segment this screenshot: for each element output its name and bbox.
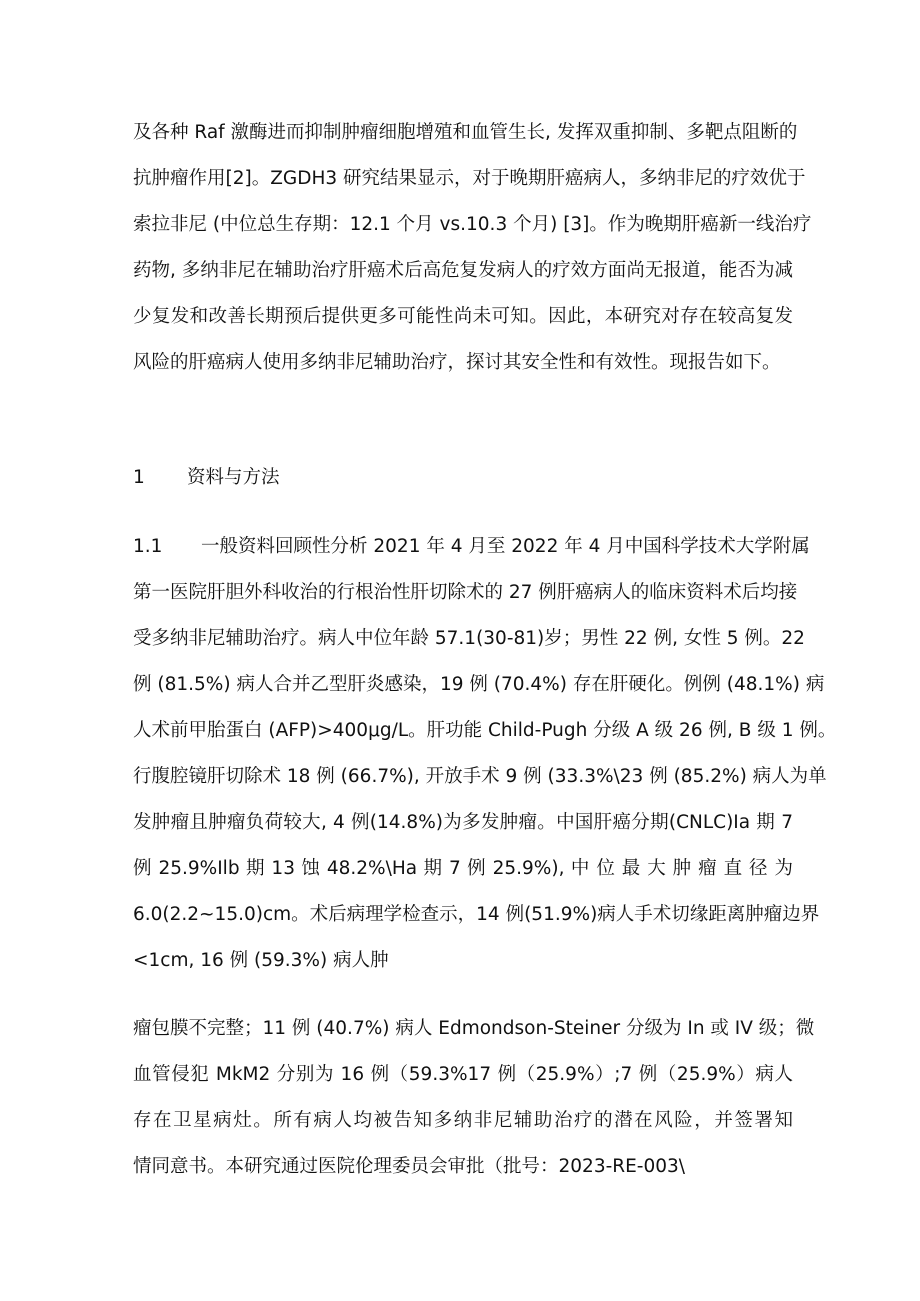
intro-paragraph	[133, 110, 812, 386]
text-line: 瘤包膜不完整；11 例 (40.7%) 病人 Edmondson-Steiner 分级为 In 或 IV 级；微	[133, 1018, 815, 1039]
text-line: 发肿瘤且肿瘤负荷较大, 4 例(14.8%)为多发肿瘤。中国肝癌分期(CNLC)Ia 期 7	[133, 812, 794, 833]
section-title: 资料与方法	[187, 467, 280, 488]
text-line: 例 (81.5%) 病人合并乙型肝炎感染，19 例 (70.4%) 存在肝硬化。例例 (48.1%) 病	[133, 674, 825, 695]
text-line: 情同意书。本研究通过医院伦理委员会审批（批号：2023-RE-003\	[133, 1156, 686, 1177]
text-line: 行腹腔镜肝切除术 18 例 (66.7%), 开放手术 9 例 (33.3%\23 例 (85.2%) 病人为单	[133, 766, 827, 787]
subsection-number: 1.1	[133, 536, 163, 557]
text-line: 药物, 多纳非尼在辅助治疗肝癌术后高危复发病人的疗效方面尚无报道，能否为减	[133, 260, 793, 281]
text-line: 风险的肝癌病人使用多纳非尼辅助治疗，探讨其安全性和有效性。现报告如下。	[133, 352, 781, 373]
text-line: 索拉非尼 (中位总生存期：12.1 个月 vs.10.3 个月) [3]。作为晚期肝癌新一线治疗	[133, 214, 812, 235]
text-line: 存在卫星病灶。所有病人均被告知多纳非尼辅助治疗的潜在风险，并签署知	[133, 1110, 793, 1131]
subsection-first-line	[133, 524, 810, 570]
text-line: 6.0(2.2~15.0)cm。术后病理学检查示，14 例(51.9%)病人手术切缘距离肿瘤边界	[133, 904, 820, 925]
text-line: 人术前甲胎蛋白 (AFP)>400μg/L。肝功能 Child-Pugh 分级 A 级 26 例, B 级 1 例。	[133, 720, 837, 741]
text-line: 血管侵犯 MkM2 分别为 16 例（59.3%17 例（25.9%）;7 例（25.9%）病人	[133, 1064, 793, 1085]
text-line: 例 25.9%Ilb 期 13 蚀 48.2%\Ha 期 7 例 25.9%), 中 位 最 大 肿 瘤 直 径 为	[133, 858, 793, 879]
section-heading	[133, 455, 280, 501]
text-line: 抗肿瘤作用[2]。ZGDH3 研究结果显示，对于晚期肝癌病人，多纳非尼的疗效优于	[133, 168, 806, 189]
text-line: 少复发和改善长期预后提供更多可能性尚未可知。因此，本研究对存在较高复发	[133, 306, 793, 327]
subsection-lead-text: 一般资料回顾性分析 2021 年 4 月至 2022 年 4 月中国科学技术大学附属	[201, 536, 810, 557]
text-line: <1cm, 16 例 (59.3%) 病人肿	[133, 950, 389, 971]
subsection-paragraph	[133, 524, 837, 984]
text-line: 受多纳非尼辅助治疗。病人中位年龄 57.1(30-81)岁；男性 22 例, 女性 5 例。22	[133, 628, 805, 649]
text-line: 及各种 Raf 激酶进而抑制肿瘤细胞增殖和血管生长, 发挥双重抑制、多靶点阻断的	[133, 122, 798, 143]
text-line: 第一医院肝胆外科收治的行根治性肝切除术的 27 例肝癌病人的临床资料术后均接	[133, 582, 798, 603]
section-number: 1	[133, 467, 145, 488]
continuation-paragraph	[133, 1006, 815, 1190]
